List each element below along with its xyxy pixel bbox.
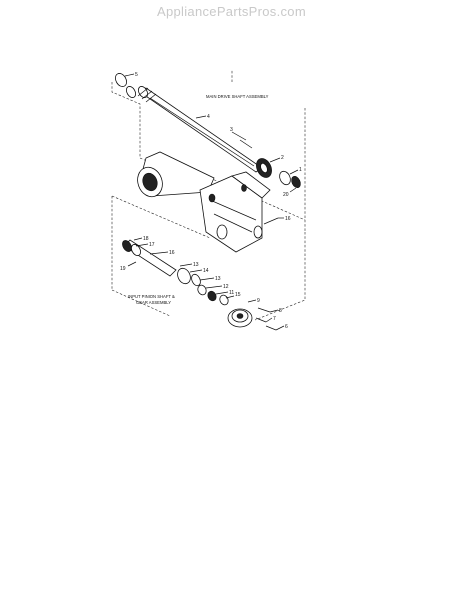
callout-16-lower: 16 [169,250,175,256]
callout-6: 6 [285,324,288,330]
site-watermark: AppliancePartsPros.com [157,4,306,19]
part-6-screw [266,326,276,330]
callout-13-lower: 13 [215,276,221,282]
part-14-bushing [175,266,193,286]
part-11-seal [206,290,217,302]
callout-12: 12 [223,284,229,290]
part-20-seal [290,175,302,189]
caption-input-pinion-2: GEAR ASSEMBLY [136,300,172,305]
callout-7: 7 [273,316,276,322]
callout-20: 20 [283,192,289,198]
callout-18: 18 [143,236,149,242]
callout-2: 2 [281,155,284,161]
callout-19: 19 [120,266,126,272]
callout-5: 5 [135,72,138,78]
callout-4: 4 [207,114,210,120]
callout-1: 1 [299,167,302,173]
part-5-snap-ring [113,71,129,88]
callout-14: 14 [203,268,209,274]
callout-15: 15 [235,292,241,298]
part-8-key [258,308,270,312]
part-9-pulley [228,309,252,327]
part-16-bolt [264,218,278,224]
callout-3: 3 [230,127,233,133]
callout-16-upper: 16 [285,216,291,222]
part-2-gear [253,156,274,180]
callout-9: 9 [257,298,260,304]
part-7-bolt [256,318,266,322]
callout-17: 17 [149,242,155,248]
part-3-pin [240,140,252,148]
callout-8: 8 [279,308,282,314]
part-washer [125,85,138,99]
caption-input-pinion-1: INPUT PINION SHAFT & [128,294,175,299]
caption-main-drive: MAIN DRIVE SHAFT ASSEMBLY [206,94,269,99]
callout-13-upper: 13 [193,262,199,268]
part-1-bearing [278,170,293,187]
callout-11: 11 [229,290,235,296]
